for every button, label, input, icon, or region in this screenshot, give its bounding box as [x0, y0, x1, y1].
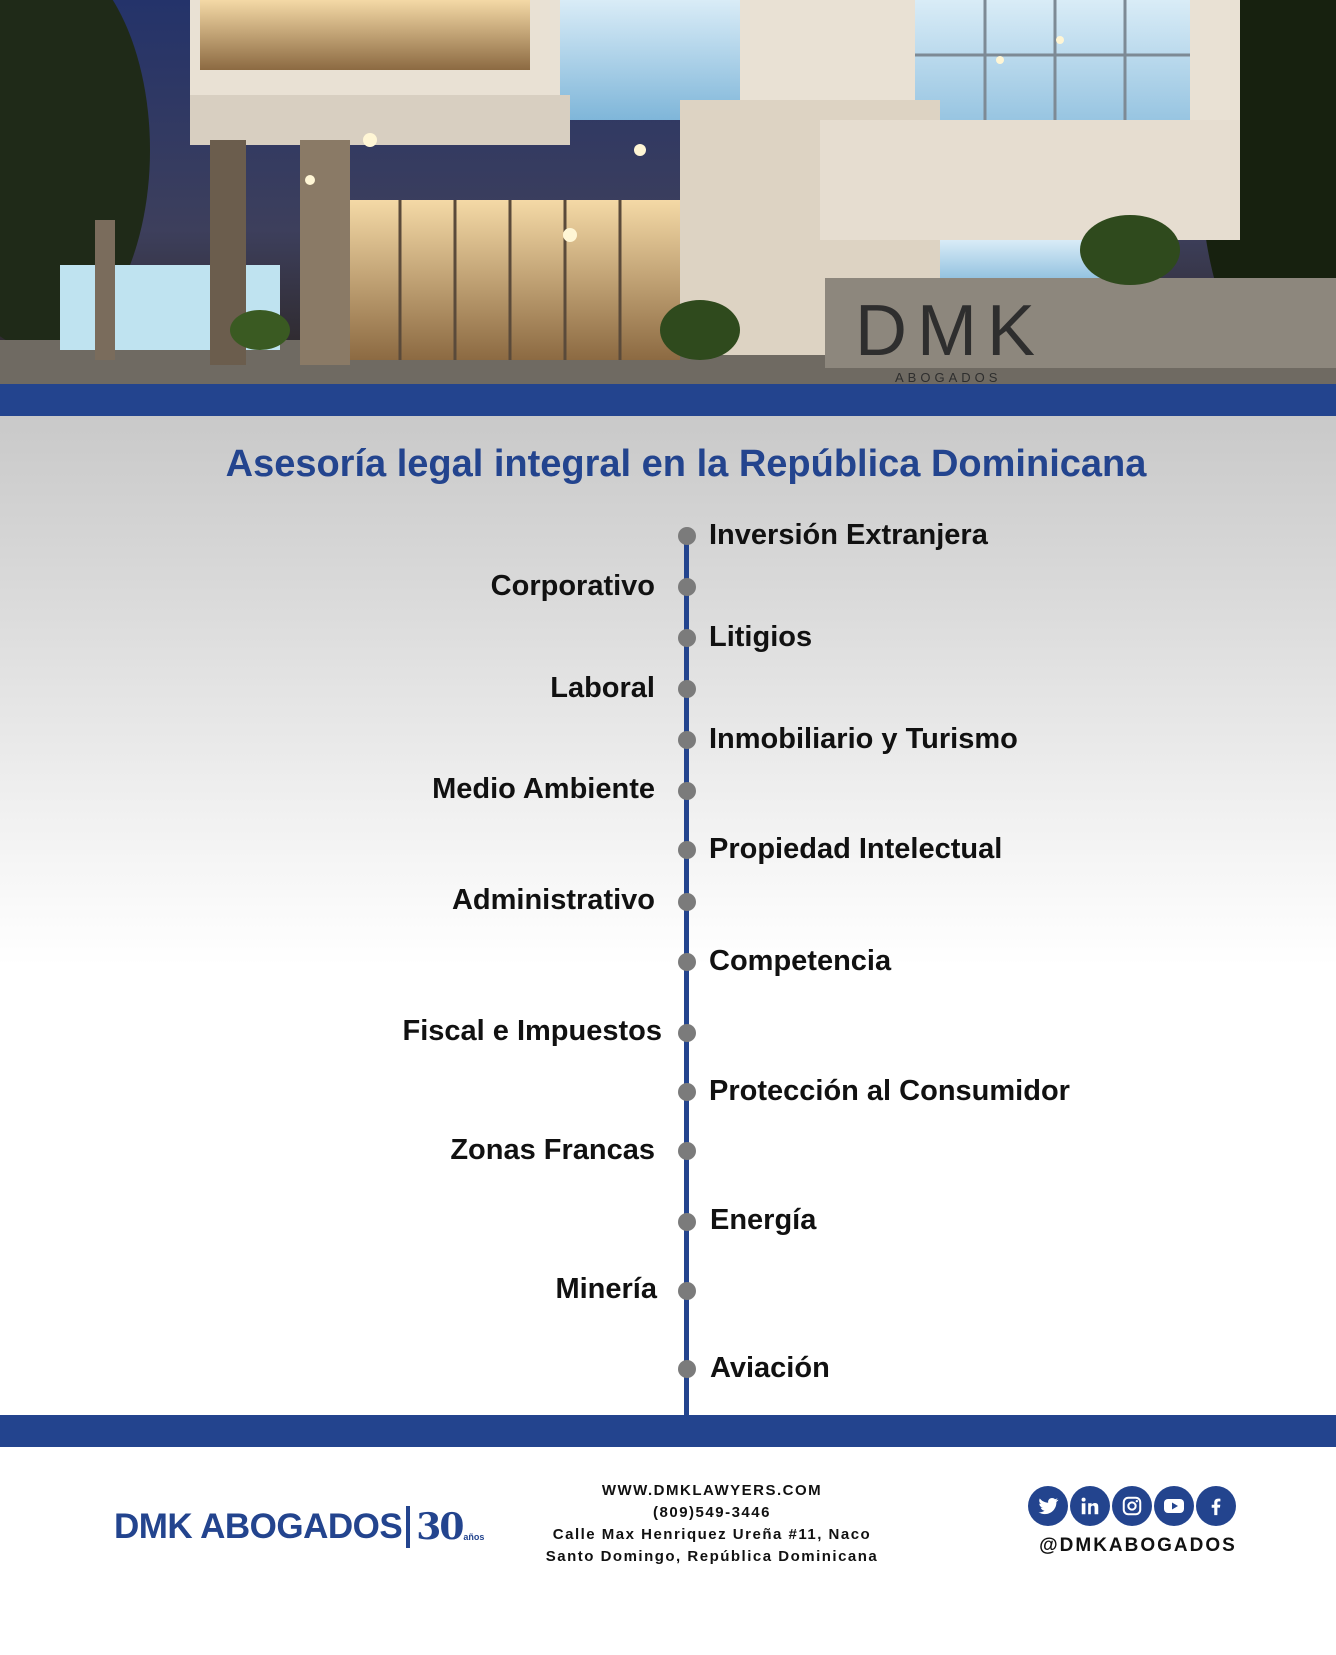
service-left-2: Laboral [550, 672, 655, 704]
service-right-4: Propiedad Intelectual [709, 833, 1003, 865]
services-panel [0, 416, 1336, 1415]
hero-photo [0, 0, 1336, 384]
timeline-dot [678, 1083, 696, 1101]
service-left-1: Corporativo [490, 570, 655, 602]
phone-number: (809)549-3446 [653, 1504, 771, 1521]
timeline-dot [678, 1213, 696, 1231]
youtube-icon[interactable] [1154, 1486, 1194, 1526]
top-blue-band [0, 384, 1336, 416]
sign-text: DMK [855, 291, 1045, 371]
anniversary-number: 30 [416, 1506, 463, 1548]
service-right-7: Energía [710, 1204, 817, 1236]
service-right-2: Litigios [709, 621, 813, 653]
timeline-dot [678, 731, 696, 749]
service-right-5: Competencia [709, 945, 892, 977]
service-right-1: Inversión Extranjera [709, 519, 988, 551]
sign-subtext: ABOGADOS [895, 370, 1002, 384]
service-left-4: Administrativo [451, 884, 655, 916]
timeline-dot [678, 953, 696, 971]
anniversary-label: años [463, 1532, 485, 1542]
facebook-icon[interactable] [1196, 1486, 1236, 1526]
footer-logo [114, 1502, 484, 1552]
address-line-2: Santo Domingo, República Dominicana [545, 1548, 879, 1565]
linkedin-icon[interactable] [1070, 1486, 1110, 1526]
logo-divider [406, 1506, 410, 1548]
service-left-3: Medio Ambiente [432, 773, 655, 805]
website-link[interactable]: WWW.DMKLAWYERS.COM [601, 1482, 823, 1499]
service-right-8: Aviación [710, 1352, 830, 1384]
bottom-blue-band [0, 1415, 1336, 1447]
contact-info [522, 1480, 902, 1568]
timeline-dot [678, 680, 696, 698]
timeline-dot [678, 841, 696, 859]
building-illustration [0, 0, 1336, 384]
brand-name: DMK ABOGADOS [114, 1507, 403, 1546]
timeline-dot [678, 1360, 696, 1378]
social-handle: @DMKABOGADOS [1039, 1535, 1237, 1556]
service-right-3: Inmobiliario y Turismo [709, 723, 1018, 755]
social-icons [1028, 1486, 1236, 1526]
service-left-5: Fiscal e Impuestos [402, 1015, 662, 1047]
service-right-6: Protección al Consumidor [709, 1075, 1070, 1107]
timeline-dot [678, 578, 696, 596]
service-left-6: Zonas Francas [450, 1134, 655, 1166]
timeline-dot [678, 1024, 696, 1042]
timeline-dot [678, 629, 696, 647]
timeline-dot [678, 1142, 696, 1160]
timeline-dot [678, 1282, 696, 1300]
service-left-7: Minería [555, 1273, 657, 1305]
timeline-dot [678, 782, 696, 800]
timeline-dot [678, 893, 696, 911]
address-line-1: Calle Max Henriquez Ureña #11, Naco [552, 1526, 872, 1543]
instagram-icon[interactable] [1112, 1486, 1152, 1526]
page-title: Asesoría legal integral en la República Dominicana [225, 443, 1147, 485]
timeline-dot [678, 527, 696, 545]
twitter-icon[interactable] [1028, 1486, 1068, 1526]
